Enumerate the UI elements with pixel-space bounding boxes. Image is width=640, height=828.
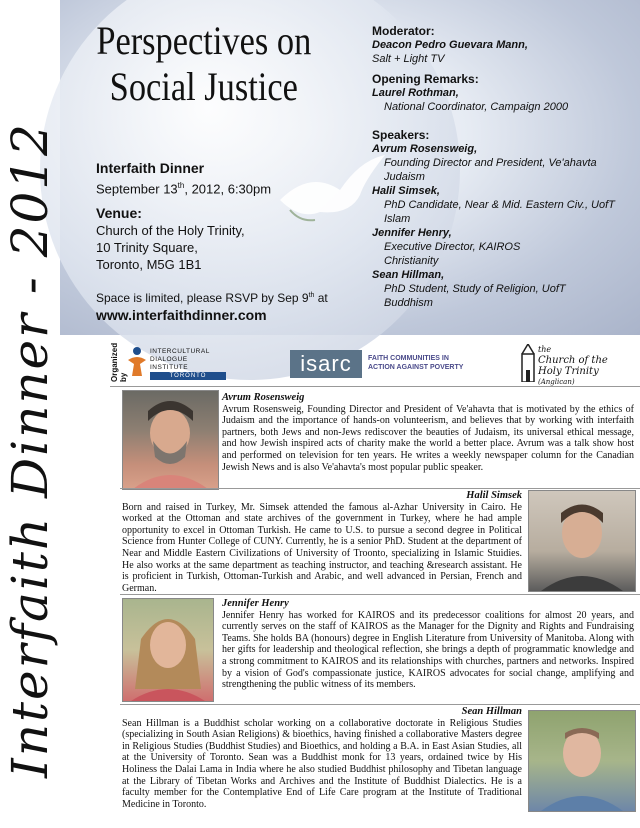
program-list — [372, 24, 634, 310]
organized-by-text: Organized by — [110, 342, 128, 382]
venue-info — [96, 205, 366, 273]
avatar — [528, 710, 636, 812]
event-info — [96, 160, 366, 197]
venue-line-1: Church of the Holy Trinity, — [96, 223, 245, 238]
bio-block — [122, 490, 522, 594]
divider — [110, 386, 640, 387]
church-line-1: the — [538, 345, 552, 354]
venue-label: Venue: — [96, 205, 142, 221]
rsvp-suffix: at — [314, 291, 328, 305]
speaker-faith: Judaism — [384, 171, 425, 183]
portrait-icon — [123, 599, 213, 701]
speaker-faith: Islam — [384, 213, 411, 225]
idi-logo — [126, 342, 226, 382]
church-line-4: (Anglican) — [538, 378, 575, 386]
speaker-name: Sean Hillman, — [372, 269, 445, 281]
speaker-name: Avrum Rosensweig, — [372, 143, 478, 155]
venue-line-3: Toronto, M5G 1B1 — [96, 257, 202, 272]
avatar — [528, 490, 636, 592]
idi-line-1: INTERCULTURAL — [150, 348, 210, 355]
website-link[interactable]: www.interfaithdinner.com — [96, 307, 267, 323]
divider — [120, 704, 640, 705]
bio-name: Jennifer Henry — [222, 598, 289, 609]
opening-role: National Coordinator, Campaign 2000 — [384, 101, 569, 113]
bio-text: Sean Hillman is a Buddhist scholar working on a collaborative doctorate in Religious Studies (specializing in South Asian Religions) & bioethics, having finished a collaborative Masters degree in Religious Studies (Buddhist Studies) and Bioethics, and holding a B.A. in East Asian Studies, all at the University of Toronto. Sean was a Buddhist monk for 13 years, ordained twice by His Holiness the Dalai Lama in India where he also studied Buddhist philosophy and Tibetan language at the Library of Tibetan Works and Archives and the Institute of Buddhist Dialectics. He is a faculty member for the Contemplative End of Life Care program at the Institute of Traditional Medicine in Toronto. — [122, 717, 522, 810]
avatar — [122, 598, 214, 702]
sponsor-logos — [110, 342, 640, 384]
church-line-2: Church of the — [538, 355, 608, 366]
avatar — [122, 390, 219, 490]
church-text — [538, 344, 608, 388]
church-building-icon — [520, 344, 536, 382]
rsvp-info — [96, 287, 366, 324]
portrait-icon — [529, 711, 635, 811]
speaker-faith: Christianity — [384, 255, 439, 267]
speaker-role: PhD Student, Study of Religion, UofT — [384, 283, 566, 295]
organized-by-label — [110, 342, 128, 382]
speaker-item — [372, 142, 634, 184]
church-logo — [520, 342, 640, 384]
speaker-role: Founding Director and President, Ve'ahavta — [384, 157, 597, 169]
speaker-faith: Buddhism — [384, 297, 433, 309]
bio-text: Born and raised in Turkey, Mr. Simsek attended the famous al-Azhar University in Cairo. He worked at the Ottoman and state archives of the government in Turkey, where he had ample opportunity to excel in Ottoman Turkish. He came to U.S. to pursue a second degree in Political Science from Hunter College of CUNY. Currently, he is a senior PhD. Student at the department of Near and Middle Eastern Civilizations of University of Troonto, specializing in Islamic Stuidies. He also works at the same department as teaching instructor, and teaching &research assistant. He is proficient in Turkish, Ottoman-Turkish and Arabic, and well advanced in Persian, French and German. — [122, 501, 522, 594]
church-line-3: Holy Trinity — [538, 366, 599, 377]
bio-text: Jennifer Henry has worked for KAIROS and its predecessor coalitions for almost 20 years, and currently serves on the staff of KAIROS as the Manager for the Dignity and Rights and Fundraising Teams. She holds BA (honours) degree in English Literature from University of Manitoba. Along with her gifts for leadership and theological reflection, she brings a depth of programmatic knowledge and a strong commitment to KAIROS and its relationships with churches, partners and networks. Inspired by a vision of God's compassionate justice, KAIROS advocates for social change, amplifying and strengthening the public witness of its members. — [222, 609, 634, 691]
idi-city: TORONTO — [150, 372, 226, 380]
portrait-icon — [123, 391, 218, 489]
moderator-name: Deacon Pedro Guevara Mann, — [372, 39, 528, 51]
event-date-main: September 13 — [96, 181, 178, 197]
opening-label: Opening Remarks: — [372, 72, 479, 86]
portrait-icon — [529, 491, 635, 591]
speaker-item — [372, 226, 634, 268]
speakers-label: Speakers: — [372, 128, 430, 142]
opening-name: Laurel Rothman, — [372, 87, 459, 99]
speaker-item — [372, 184, 634, 226]
bio-name: Avrum Rosensweig — [222, 392, 305, 403]
idi-text — [150, 348, 210, 372]
venue-line-2: 10 Trinity Square, — [96, 240, 198, 255]
bio-name: Sean Hillman — [461, 706, 522, 717]
idi-line-2: DIALOGUE — [150, 356, 188, 363]
bio-block — [222, 598, 634, 691]
rsvp-sup: th — [308, 292, 315, 299]
moderator-label: Moderator: — [372, 24, 435, 38]
vertical-title: Interfaith Dinner - 2012 — [1, 122, 59, 778]
speaker-name: Halil Simsek, — [372, 185, 440, 197]
speaker-role: Executive Director, KAIROS — [384, 241, 521, 253]
bio-name: Halil Simsek — [466, 490, 522, 501]
isarc-tag-line-1: FAITH COMMUNITIES IN — [368, 355, 449, 362]
bio-block — [122, 706, 522, 810]
isarc-logo: isarc — [290, 350, 362, 378]
bio-text: Avrum Rosensweig, Founding Director and President of Ve'ahavta that is motivated by the ethics of Judaism and the importance of hands-on volunteerism, and believes that by working with interfaith partners, both Jews and non-Jews rediscover the beauties of Judaism, its universal ethical message, and how Jewish inspired acts of charity make the world a better place. Avrum was a talk show host and performed on television for ten years. He writes a weekly newspaper column for the Canadian Jewish News and is also Ve'ahavta's most popular public speaker. — [222, 403, 634, 473]
speaker-item — [372, 268, 634, 310]
divider — [120, 594, 640, 595]
event-date-sup: th — [177, 181, 185, 190]
rsvp-text — [96, 287, 366, 307]
title-line-1: Perspectives on — [96, 18, 312, 63]
page-title — [92, 18, 316, 110]
isarc-tagline — [368, 354, 488, 372]
divider — [120, 488, 640, 489]
moderator-role: Salt + Light TV — [372, 53, 445, 65]
event-date-suffix: , 2012, 6:30pm — [184, 181, 272, 197]
title-line-2: Social Justice — [109, 64, 298, 109]
speaker-name: Jennifer Henry, — [372, 227, 452, 239]
speaker-role: PhD Candidate, Near & Mid. Eastern Civ., UofT — [384, 199, 615, 211]
idi-line-3: INSTITUTE — [150, 364, 189, 371]
event-name: Interfaith Dinner — [96, 160, 205, 176]
rsvp-text-main: Space is limited, please RSVP by Sep 9 — [96, 291, 309, 305]
idi-figure-icon — [126, 346, 148, 378]
event-date — [96, 177, 366, 197]
bio-block — [222, 392, 634, 473]
isarc-tag-line-2: ACTION AGAINST POVERTY — [368, 364, 464, 371]
